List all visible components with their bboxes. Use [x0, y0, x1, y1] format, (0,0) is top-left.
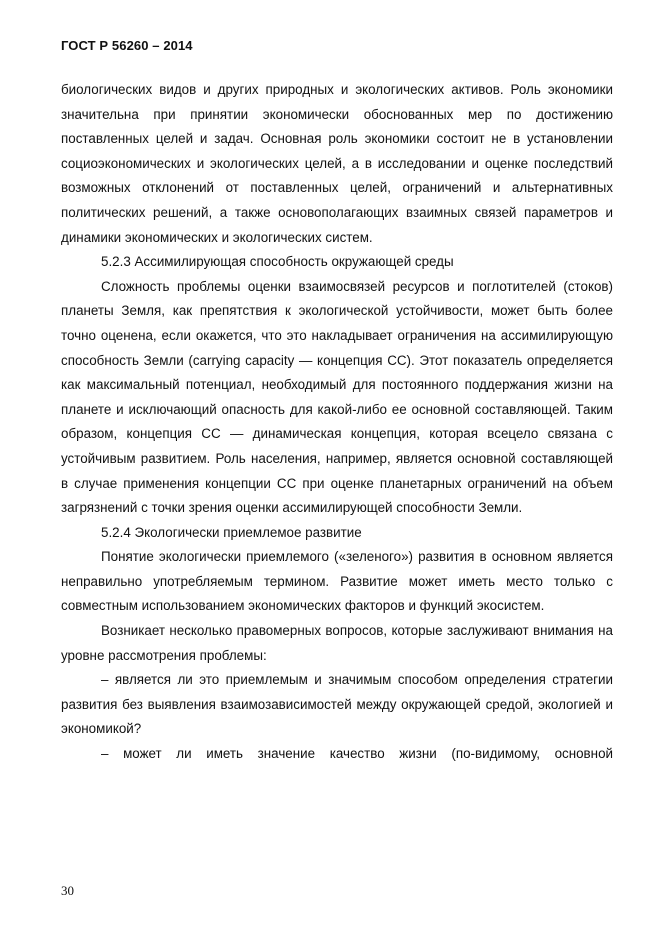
page-body	[61, 78, 613, 767]
paragraph-questions-intro: Возникает несколько правомерных вопросов, которые заслуживают внимания на уровне рассмотрения проблемы:	[61, 623, 613, 663]
document-header: ГОСТ Р 56260 – 2014	[61, 38, 193, 53]
list-item-question-2: – может ли иметь значение качество жизни (по-видимому, основной	[101, 746, 613, 762]
paragraph-green-development: Понятие экологически приемлемого («зеленого») развития в основном является неправильно употребляемым термином. Развитие может иметь место только с совместным использованием экономических факторов и функций экосистем.	[61, 549, 613, 614]
page-number: 30	[61, 883, 74, 898]
list-item-question-1: – является ли это приемлемым и значимым способом определения стратегии развития без выявления взаимозависимостей между окружающей средой, экологией и экономикой?	[61, 672, 613, 737]
paragraph-carrying-capacity: Сложность проблемы оценки взаимосвязей ресурсов и поглотителей (стоков) планеты Земля, как препятствия к экологической устойчивости, может быть более точно оценена, если окажется, что это накладывает ограничения на ассимилирующую способность Земли (carrying capacity — концепция СС). Этот показатель определяется как максимальный потенциал, необходимый для постоянного поддержания жизни на планете и исключающий опасность для какой-либо ее основной составляющей. Таким образом, концепция СС — динамическая концепция, которая всецело связана с устойчивым развитием. Роль населения, например, является основной составляющей в случае применения концепции СС при оценке планетарных ограничений на объем загрязнений с точки зрения оценки ассимилирующей способности Земли.	[61, 278, 613, 516]
paragraph-continuation: биологических видов и других природных и экологических активов. Роль экономики значительна при принятии экономически обоснованных мер по достижению поставленных целей и задач. Основная роль экономики состоит не в установлении социоэкономических и экологических целей, а в исследовании и оценке последствий возможных отклонений от поставленных целей, ограничений и альтернативных политических решений, а также основополагающих взаимных связей параметров и динамики экономических и экологических систем.	[61, 82, 613, 245]
section-heading-5-2-3: 5.2.3 Ассимилирующая способность окружающей среды	[101, 254, 454, 270]
section-heading-5-2-4: 5.2.4 Экологически приемлемое развитие	[101, 524, 362, 540]
